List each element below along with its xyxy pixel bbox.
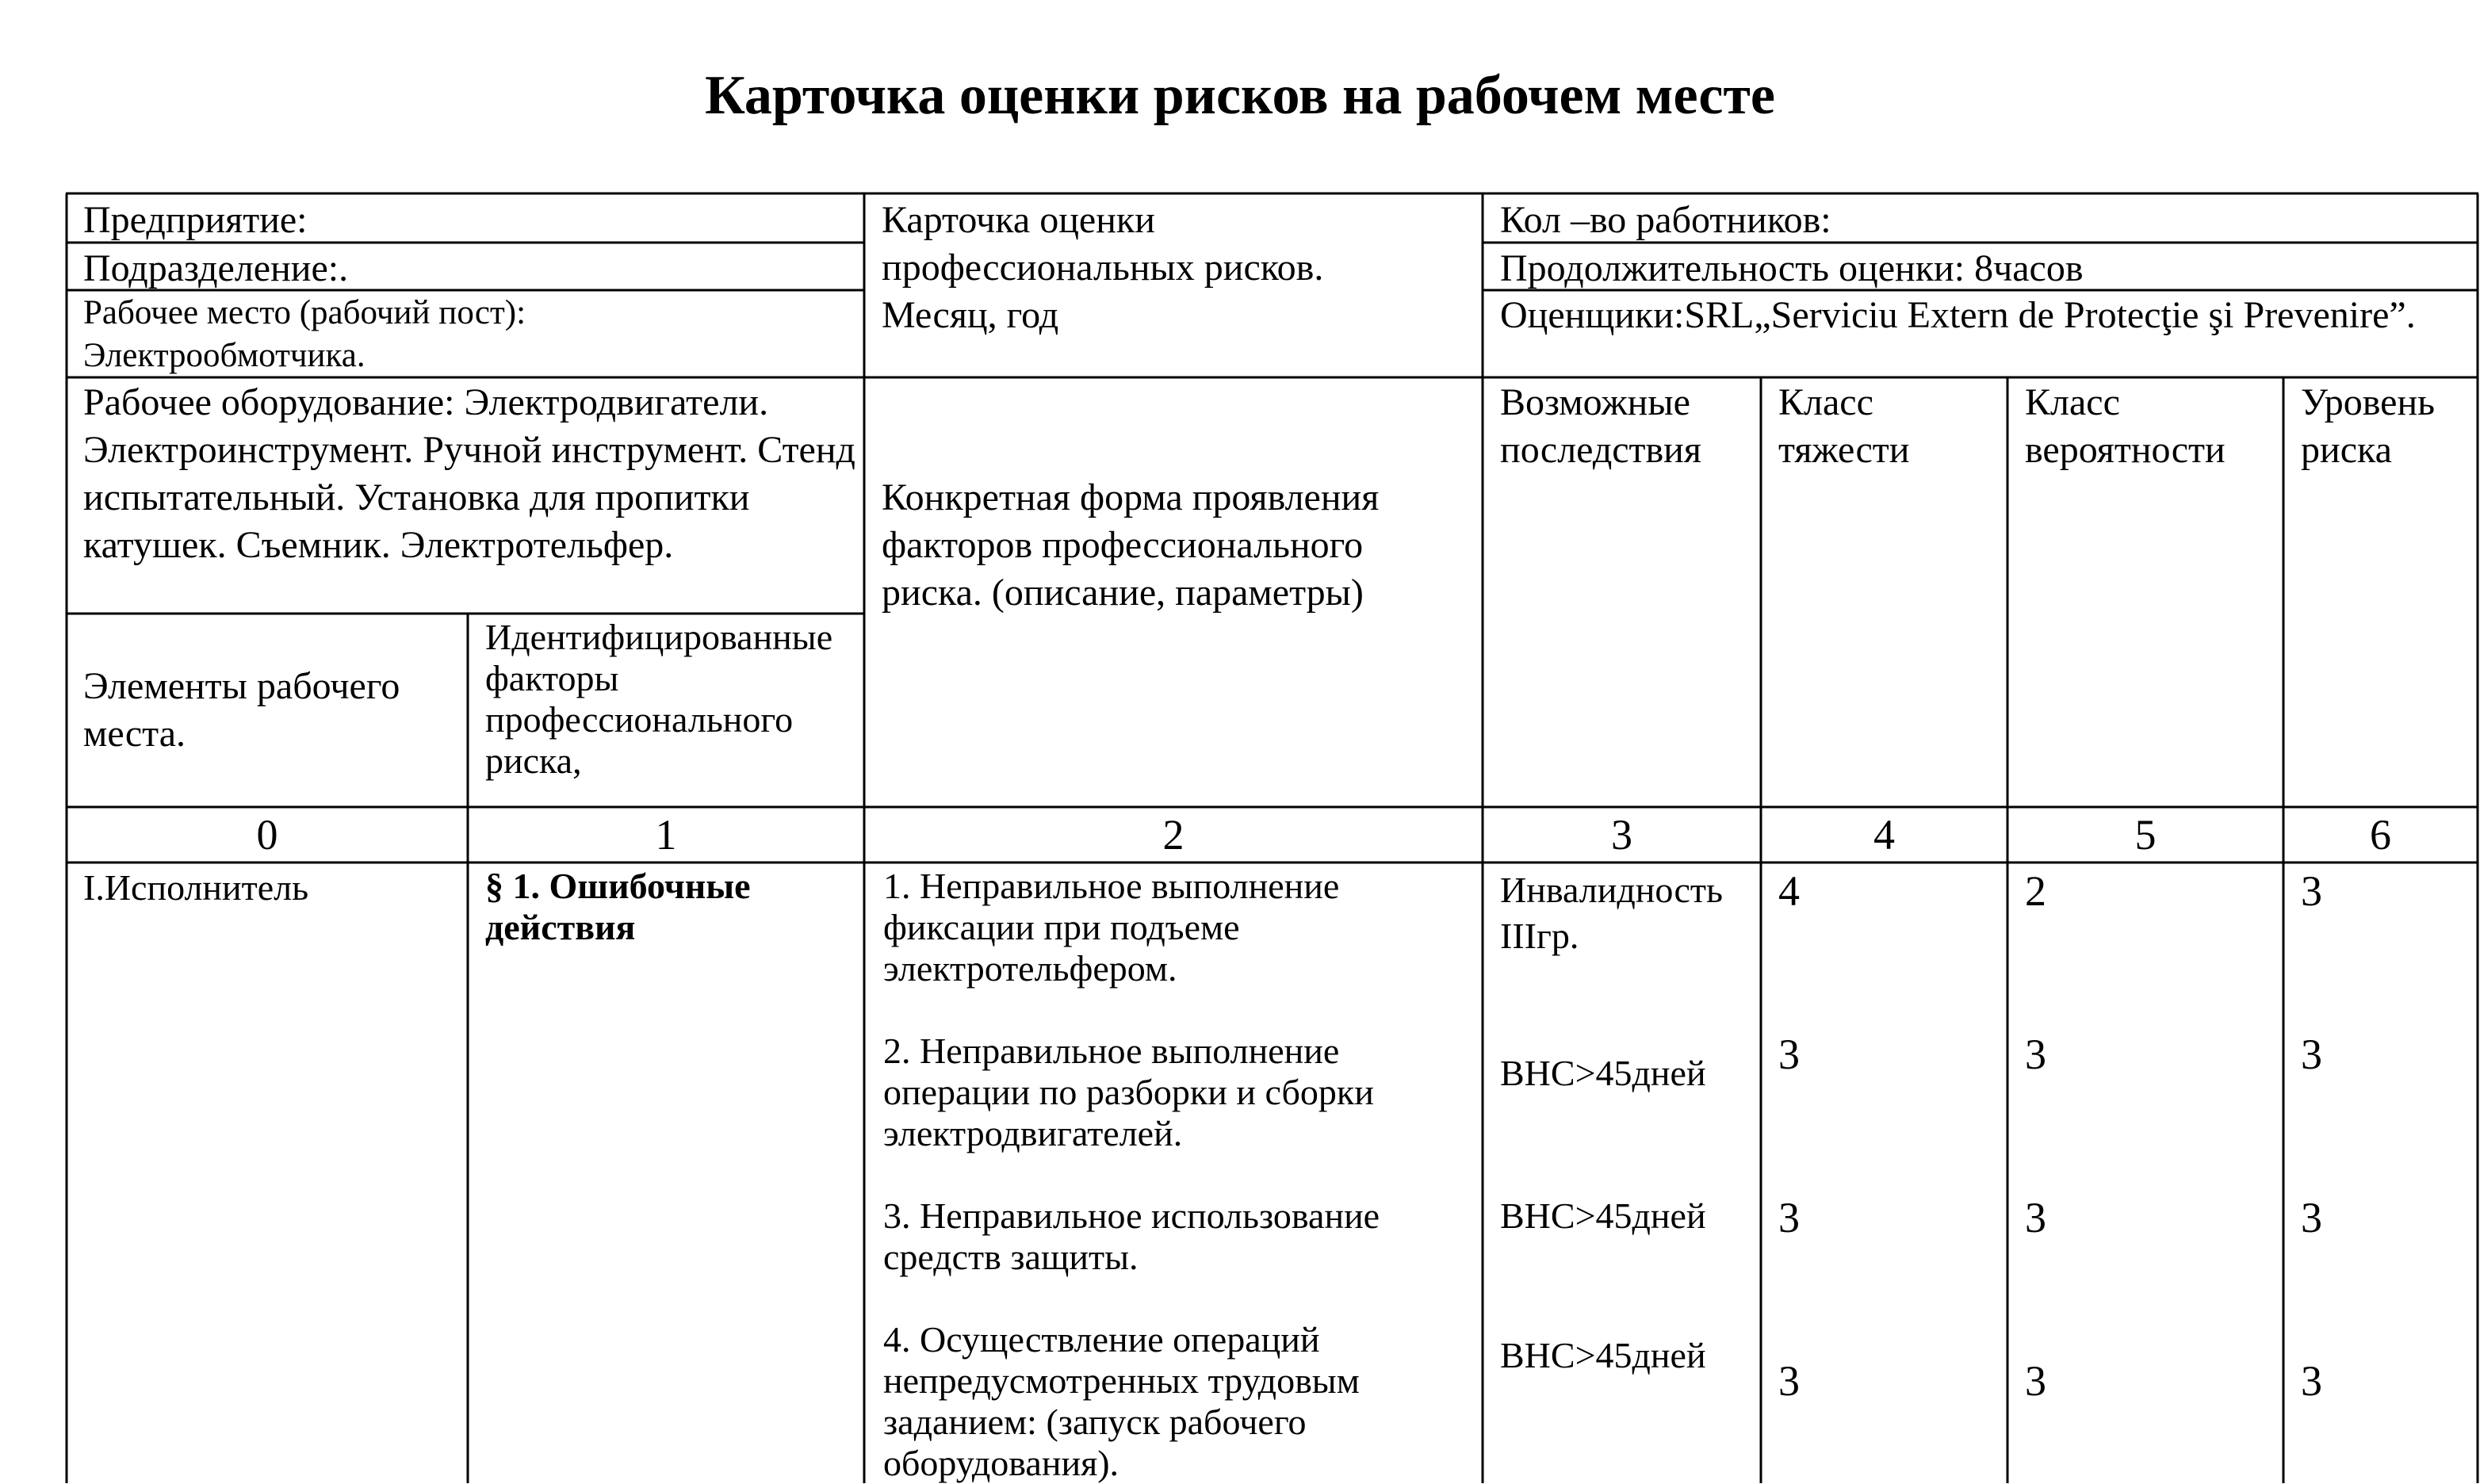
column-number: 2: [1162, 811, 1185, 859]
workplace-element: I.Исполнитель: [83, 867, 309, 908]
division-label: Подразделение:.: [83, 247, 349, 289]
column-number: 3: [1611, 811, 1632, 859]
workers-count: Кол –во работников:: [1500, 199, 1831, 241]
factor-title: § 1. Ошибочные действия: [485, 866, 751, 947]
workplace-label: Рабочее место (рабочий пост): Электрообмотчика.: [83, 294, 526, 374]
column-number: 6: [2370, 811, 2391, 859]
probability-class-header: Класс вероятности: [2025, 381, 2225, 471]
risk-consequence: ВНС>45дней: [1500, 1053, 1706, 1093]
severity-value: 4: [1778, 867, 1800, 915]
severity-value: 3: [1778, 1031, 1800, 1078]
factor-form-header: Конкретная форма проявления факторов профессионального риска. (описание, параметры): [882, 476, 1380, 614]
identified-factors-header: Идентифицированные факторы профессионального риска,: [485, 617, 833, 781]
workplace-elements-header: Элементы рабочего места.: [83, 665, 400, 755]
risk-value: 3: [2301, 1194, 2322, 1241]
probability-value: 3: [2025, 1031, 2046, 1078]
column-number: 5: [2134, 811, 2157, 859]
risk-description: 2. Неправильное выполнение операции по разборки и сборки электродвигателей.: [883, 1031, 1374, 1153]
equipment-description: Рабочее оборудование: Электродвигатели. Электроинструмент. Ручной инструмент. Стенд испытательный. Установка для пропитки катушек. Съемник. Электротельфер.: [83, 381, 855, 566]
severity-value: 3: [1778, 1357, 1800, 1405]
column-number: 0: [256, 811, 278, 859]
risk-level-header: Уровень риска: [2301, 381, 2436, 471]
column-number: 1: [655, 811, 677, 859]
risk-description: 1. Неправильное выполнение фиксации при подъеме электротельфером.: [883, 866, 1340, 989]
column-number: 4: [1873, 811, 1895, 859]
page-title: Карточка оценки рисков на рабочем месте: [705, 65, 1775, 126]
probability-value: 2: [2025, 867, 2046, 915]
risk-value: 3: [2301, 1357, 2322, 1405]
enterprise-label: Предприятие:: [83, 199, 308, 241]
risk-value: 3: [2301, 867, 2322, 915]
probability-value: 3: [2025, 1357, 2046, 1405]
assessment-duration: Продолжительность оценки: 8часов: [1500, 247, 2084, 289]
card-info: Карточка оценки профессиональных рисков. Месяц, год: [882, 199, 1324, 336]
risk-value: 3: [2301, 1031, 2322, 1078]
probability-value: 3: [2025, 1194, 2046, 1241]
assessors: Оценщики:SRL„Serviciu Extern de Protecţie şi Prevenire”.: [1500, 294, 2416, 336]
risk-consequence: Инвалидность IIIгр.: [1500, 870, 1724, 956]
risk-description: 4. Осуществление операций непредусмотренных трудовым заданием: (запуск рабочего оборудования).: [883, 1319, 1360, 1483]
risk-consequence: ВНС>45дней: [1500, 1335, 1706, 1375]
risk-description: 3. Неправильное использование средств защиты.: [883, 1195, 1380, 1277]
severity-value: 3: [1778, 1194, 1800, 1241]
consequences-header: Возможные последствия: [1500, 381, 1701, 471]
risk-consequence: ВНС>45дней: [1500, 1195, 1706, 1236]
severity-class-header: Класс тяжести: [1778, 381, 1910, 471]
